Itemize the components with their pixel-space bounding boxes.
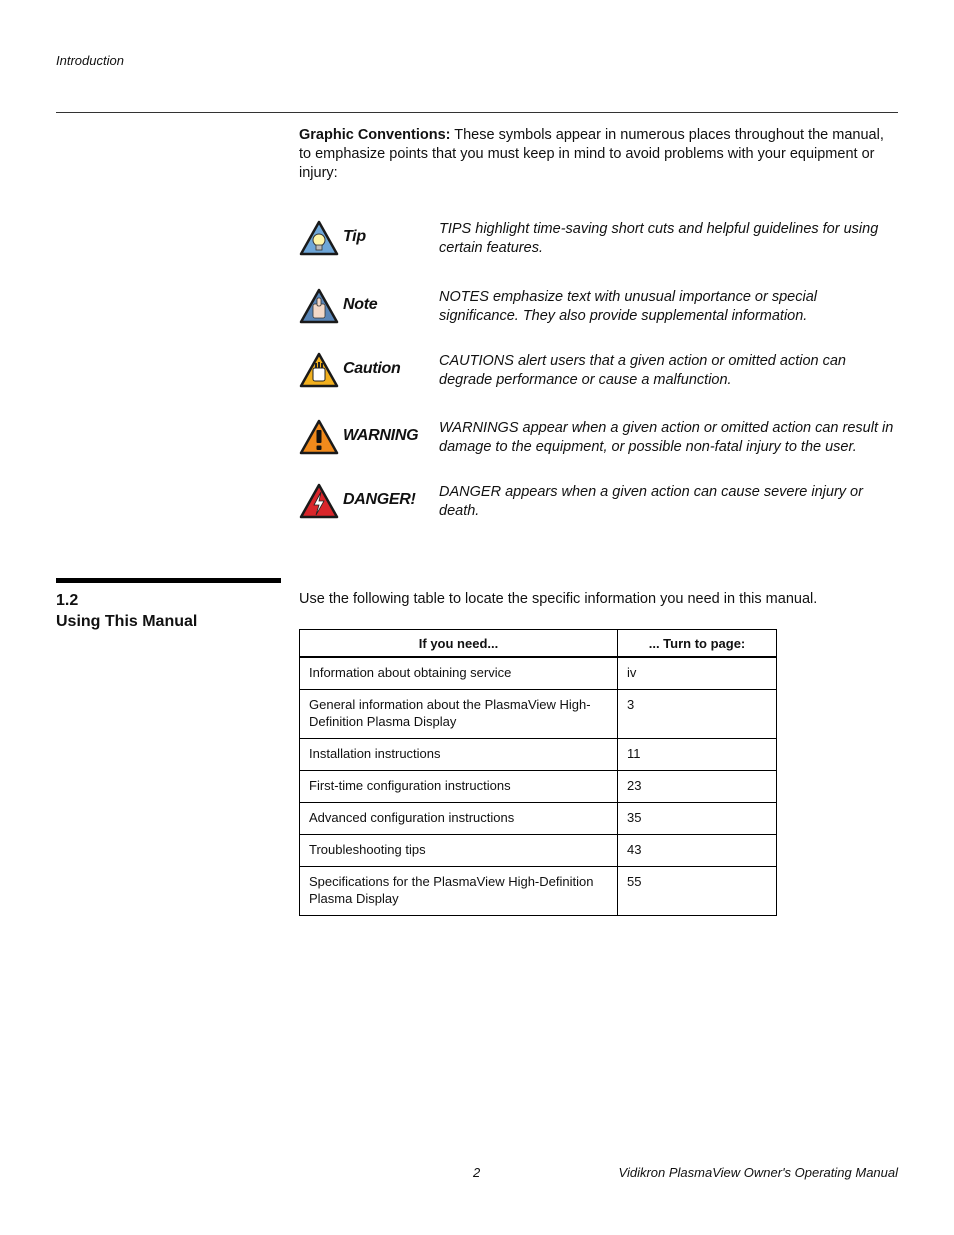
convention-label: Note xyxy=(343,296,378,313)
convention-label: DANGER! xyxy=(343,491,416,508)
column-header-need: If you need... xyxy=(300,630,618,658)
convention-danger xyxy=(299,483,897,527)
section-title: Using This Manual xyxy=(56,613,198,630)
table-header-row xyxy=(300,630,777,658)
table-intro: Use the following table to locate the specific information you need in this manual. xyxy=(299,591,818,607)
column-header-page: ... Turn to page: xyxy=(618,630,777,658)
convention-text: WARNINGS appear when a given action or omitted action can result in damage to the equipment, or possible non-fatal injury to the user. xyxy=(439,420,894,455)
table-cell-page: 43 xyxy=(618,835,777,867)
convention-label: Tip xyxy=(343,228,366,245)
page-number: 2 xyxy=(473,1165,481,1180)
table-row xyxy=(300,835,777,867)
section-rule xyxy=(56,578,281,583)
table-cell-topic: Information about obtaining service xyxy=(300,657,618,690)
table-cell-page: 3 xyxy=(618,690,777,739)
table-cell-topic: General information about the PlasmaView High-Definition Plasma Display xyxy=(300,690,618,739)
exclamation-icon xyxy=(299,419,339,455)
convention-warning xyxy=(299,419,897,463)
table-row xyxy=(300,771,777,803)
graphic-conventions-intro xyxy=(299,126,897,183)
running-header: Introduction xyxy=(56,53,124,68)
intro-lead: Graphic Conventions: xyxy=(299,127,451,143)
section-number: 1.2 xyxy=(56,592,79,609)
table-cell-topic: First-time configuration instructions xyxy=(300,771,618,803)
table-row xyxy=(300,739,777,771)
convention-label: Caution xyxy=(343,360,401,377)
table-cell-topic: Installation instructions xyxy=(300,739,618,771)
lightbulb-icon xyxy=(299,220,339,256)
convention-tip xyxy=(299,220,897,264)
table-cell-page: iv xyxy=(618,657,777,690)
caution-hand-icon xyxy=(299,352,339,388)
convention-text: CAUTIONS alert users that a given action or omitted action can degrade performance or cause a malfunction. xyxy=(439,353,846,388)
manual-navigation-table xyxy=(299,629,777,916)
table-cell-page: 55 xyxy=(618,867,777,916)
table-cell-page: 11 xyxy=(618,739,777,771)
table-row xyxy=(300,657,777,690)
table-cell-topic: Specifications for the PlasmaView High-Definition Plasma Display xyxy=(300,867,618,916)
convention-text: DANGER appears when a given action can cause severe injury or death. xyxy=(439,484,863,519)
lightning-icon xyxy=(299,483,339,519)
convention-caution xyxy=(299,352,897,396)
footer-manual-title: Vidikron PlasmaView Owner's Operating Manual xyxy=(618,1165,898,1180)
intro-text: These symbols appear in numerous places throughout the manual, to emphasize points that you must keep in mind to avoid problems with your equipment or injury: xyxy=(299,127,884,181)
convention-label: WARNING xyxy=(343,427,419,444)
table-cell-page: 35 xyxy=(618,803,777,835)
table-row xyxy=(300,803,777,835)
table-cell-topic: Advanced configuration instructions xyxy=(300,803,618,835)
header-rule xyxy=(56,112,898,113)
convention-text: NOTES emphasize text with unusual importance or special significance. They also provide supplemental information. xyxy=(439,289,817,324)
table-cell-page: 23 xyxy=(618,771,777,803)
convention-text: TIPS highlight time-saving short cuts and helpful guidelines for using certain features. xyxy=(439,221,879,256)
note-hand-icon xyxy=(299,288,339,324)
convention-note xyxy=(299,288,897,332)
table-row xyxy=(300,867,777,916)
table-cell-topic: Troubleshooting tips xyxy=(300,835,618,867)
table-row xyxy=(300,690,777,739)
